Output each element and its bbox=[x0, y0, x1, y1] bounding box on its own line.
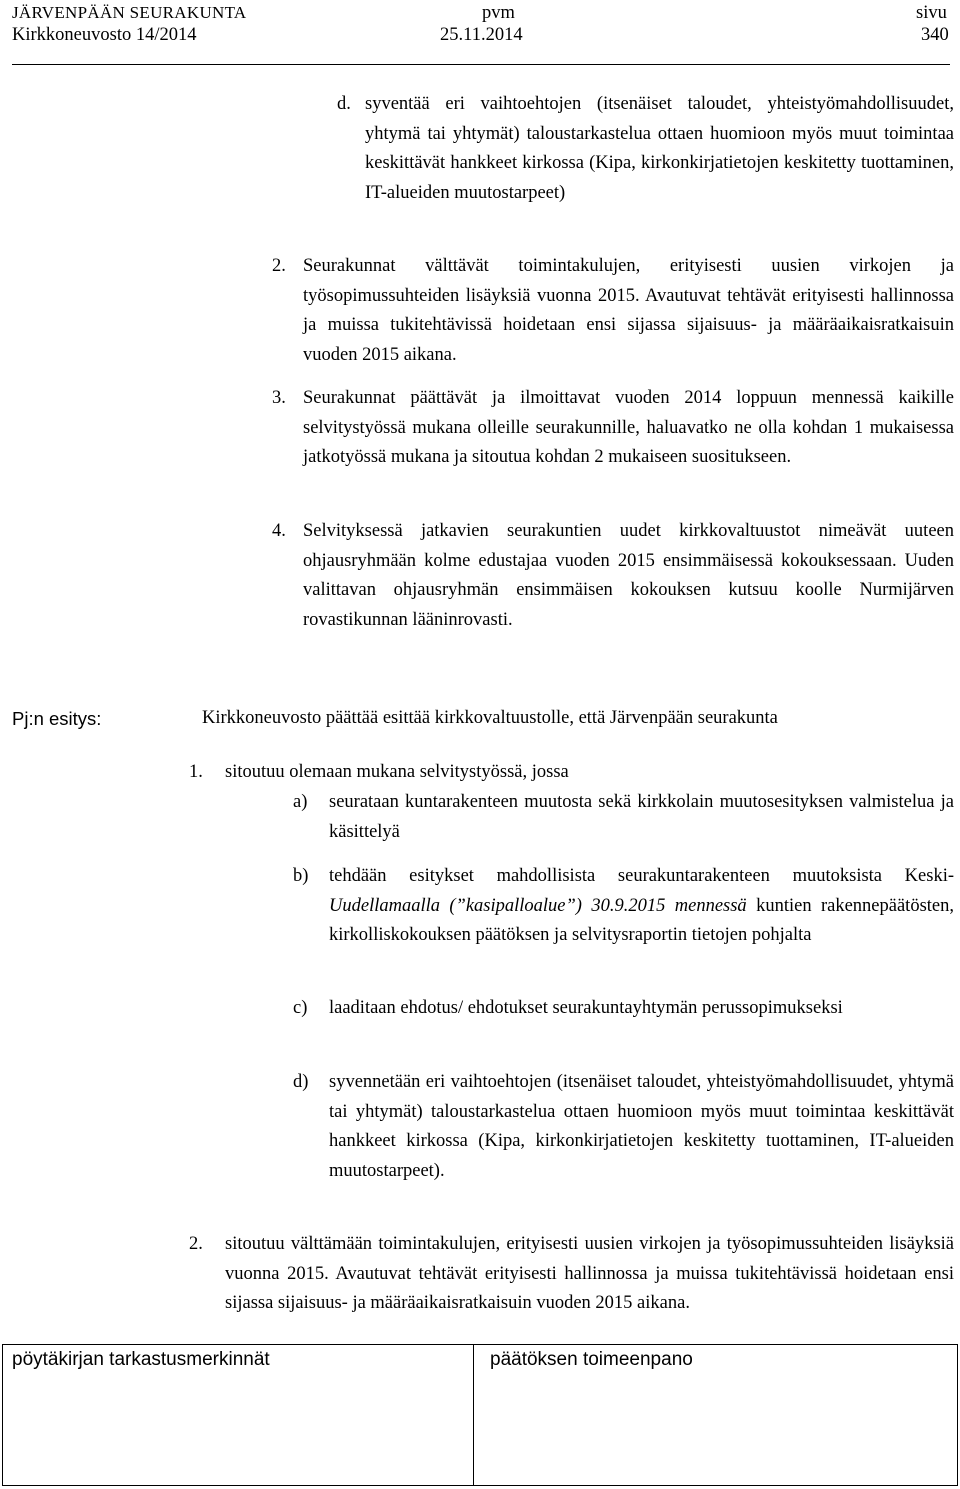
meeting-reference: Kirkkoneuvosto 14/2014 bbox=[12, 25, 197, 45]
proposal-intro: Kirkkoneuvosto päättää esittää kirkkovaltuustolle, että Järvenpään seurakunta bbox=[202, 708, 778, 728]
item-d-marker: d. bbox=[337, 94, 351, 114]
subitem-b-italic-date: Uudellamaalla (”kasipalloalue”) 30.9.2015 mennessä bbox=[329, 895, 747, 916]
item-3-marker: 3. bbox=[272, 388, 286, 408]
header-rule bbox=[12, 64, 950, 65]
item-3-text: Seurakunnat päättävät ja ilmoittavat vuoden 2014 loppuun mennessä kaikille selvitystyössä mukana olleille seurakunnille, haluavatko ne olla kohdan 1 mukaisessa jatkotyössä mukana ja sitoutua kohdan 2 mukaiseen suositukseen. bbox=[303, 388, 954, 467]
proposal-item-1-text: sitoutuu olemaan mukana selvitystyössä, jossa bbox=[225, 762, 569, 782]
subitem-b-text-part-1: tehdään esitykset mahdollisista seurakuntarakenteen muutoksista Keski- bbox=[329, 866, 954, 886]
item-4-text: Selvityksessä jatkavien seurakuntien uudet kirkkovaltuustot nimeävät uuteen ohjausryhmään kolme edustajaa vuoden 2015 ensimmäisessä kokouksessaan. Uuden valittavan ohjausryhmän ensimmäisen kokouksen kutsuu koolle Nurmijärven rovastikunnan lääninrovasti. bbox=[303, 521, 954, 630]
page-label: sivu bbox=[916, 3, 947, 23]
subitem-c-marker: c) bbox=[293, 998, 308, 1018]
page-number: 340 bbox=[921, 25, 949, 45]
subitem-c-text: laaditaan ehdotus/ ehdotukset seurakuntayhtymän perussopimukseksi bbox=[329, 998, 843, 1018]
subitem-d-text: syvennetään eri vaihtoehtojen (itsenäiset taloudet, yhteistyömahdollisuudet, yhtymä tai yhtymät) taloustarkastelua ottaen huomioon myös muut toimintaa keskittävät hankkeet kirkossa (Kipa, kirkonkirjatietojen keskitetty tuottaminen, IT-alueiden muutostarpeet). bbox=[329, 1072, 954, 1181]
item-d-text: syventää eri vaihtoehtojen (itsenäiset taloudet, yhteistyömahdollisuudet, yhtymä tai yhtymät) taloustarkastelua ottaen huomioon myös muut toimintaa keskittävät hankkeet kirkossa (Kipa, kirkonkirjatietojen keskitetty tuottaminen, IT-alueiden muutostarpeet) bbox=[365, 94, 954, 203]
decision-execution-label: päätöksen toimeenpano bbox=[490, 1349, 693, 1370]
proposal-item-2-text: sitoutuu välttämään toimintakulujen, erityisesti uusien virkojen ja työsopimussuhteiden lisäyksiä vuonna 2015. Avautuvat tehtävät erityisesti hallinnossa ja muissa tukitehtävissä hoidetaan ensi sijassa sijaisuus- ja määräaikaisratkaisuin vuoden 2015 aikana. bbox=[225, 1234, 954, 1313]
subitem-b-text bbox=[329, 862, 954, 951]
subitem-b-text-part-2: kuntien rakennepäätösten, kirkolliskokouksen päätöksen ja selvitysraportin tietojen pohjalta bbox=[329, 895, 954, 945]
item-2-marker: 2. bbox=[272, 256, 286, 276]
item-2-text: Seurakunnat välttävät toimintakulujen, erityisesti uusien virkojen ja työsopimussuhteiden lisäyksiä vuonna 2015. Avautuvat tehtävät erityisesti hallinnossa ja muissa tukitehtävissä hoidetaan ensi sijassa sijaisuus- ja määräaikaisratkaisuin vuoden 2015 aikana. bbox=[303, 256, 954, 365]
footer-signature-box bbox=[2, 1344, 958, 1486]
subitem-a-text: seurataan kuntarakenteen muutosta sekä kirkkolain muutosesityksen valmistelua ja käsittelyä bbox=[329, 792, 954, 842]
proposal-item-1-marker: 1. bbox=[189, 762, 203, 782]
footer-divider bbox=[473, 1345, 474, 1485]
organization-name: JÄRVENPÄÄN SEURAKUNTA bbox=[12, 3, 247, 22]
subitem-d-marker: d) bbox=[293, 1072, 309, 1092]
date-label: pvm bbox=[482, 3, 515, 23]
subitem-a-marker: a) bbox=[293, 792, 308, 812]
item-4-marker: 4. bbox=[272, 521, 286, 541]
review-marks-label: pöytäkirjan tarkastusmerkinnät bbox=[12, 1349, 270, 1370]
proposal-item-2-marker: 2. bbox=[189, 1234, 203, 1254]
meeting-date: 25.11.2014 bbox=[440, 25, 523, 45]
subitem-b-marker: b) bbox=[293, 866, 309, 886]
proposal-label: Pj:n esitys: bbox=[12, 708, 102, 729]
